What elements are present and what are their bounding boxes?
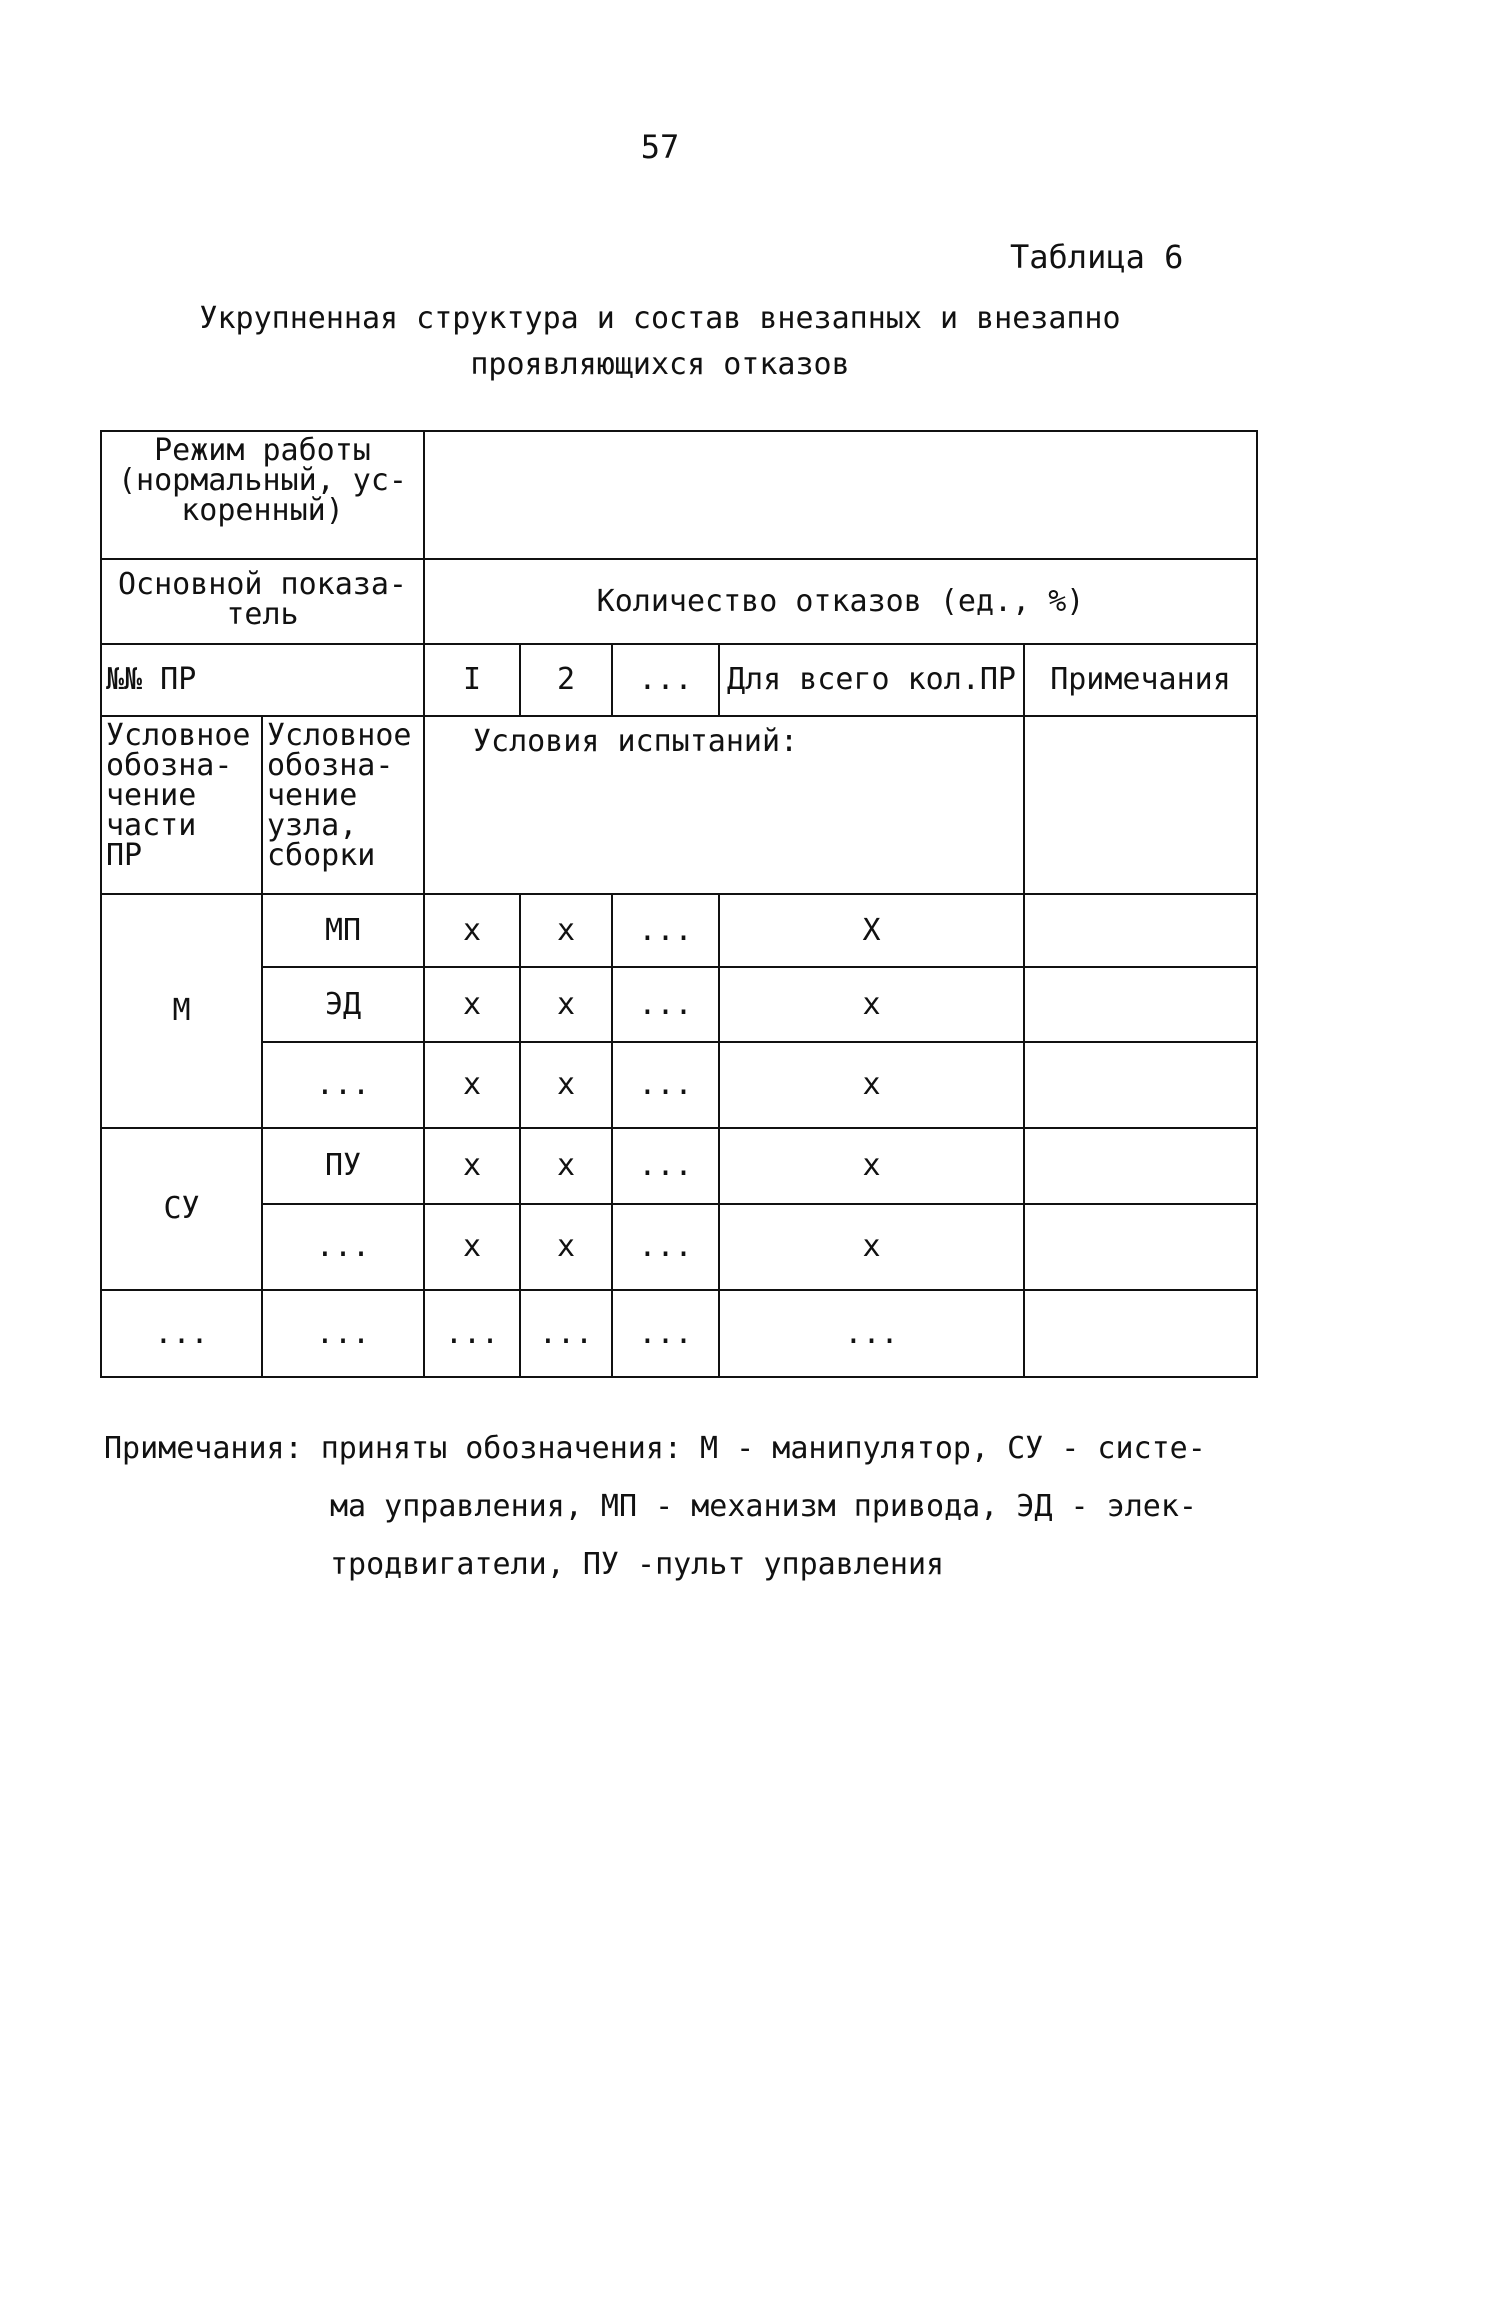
notes-cell (1023, 966, 1258, 1043)
data-cell: ... (611, 1289, 720, 1378)
total-cell: ... (718, 1289, 1025, 1378)
column-total-header: Для всего кол.ПР (718, 643, 1025, 717)
data-cell: ... (611, 1041, 720, 1129)
table-title (150, 296, 1170, 388)
part-cell-su: СУ (100, 1127, 263, 1291)
data-cell: x (519, 1041, 613, 1129)
data-cell: x (423, 1203, 521, 1291)
total-cell: x (718, 1041, 1025, 1129)
data-cell: ... (611, 966, 720, 1043)
notes-line-1: Примечания: приняты обозначения: М - манипулятор, СУ - систе- (104, 1431, 1206, 1466)
mode-value-cell (423, 430, 1258, 560)
total-cell: X (718, 893, 1025, 968)
data-cell: x (519, 893, 613, 968)
column-ellipsis-header: ... (611, 643, 720, 717)
unit-cell: ... (261, 1289, 425, 1378)
data-cell: x (423, 893, 521, 968)
notes-cell (1023, 1289, 1258, 1378)
column-notes-header: Примечания (1023, 643, 1258, 717)
table-title-line-2: проявляющихся отказов (470, 347, 850, 382)
data-cell: x (519, 1127, 613, 1205)
unit-cell: ... (261, 1041, 425, 1129)
part-designation-header: Условное обозна- чение части ПР (100, 715, 263, 895)
total-cell: x (718, 1127, 1025, 1205)
data-cell: x (423, 966, 521, 1043)
data-cell: ... (611, 893, 720, 968)
test-conditions-notes-cell (1023, 715, 1258, 895)
part-cell-m: М (100, 893, 263, 1129)
table-title-line-1: Укрупненная структура и состав внезапных и внезапно (199, 301, 1121, 336)
data-cell: ... (423, 1289, 521, 1378)
pr-numbers-cell: №№ ПР (100, 643, 425, 717)
unit-cell: ... (261, 1203, 425, 1291)
notes-line-2: ма управления, МП - механизм привода, ЭД - элек- (330, 1489, 1197, 1524)
notes-cell (1023, 1041, 1258, 1129)
test-conditions-cell: Условия испытаний: (423, 715, 1025, 895)
data-cell: x (423, 1127, 521, 1205)
notes-block (104, 1420, 1206, 1594)
unit-cell: ЭД (261, 966, 425, 1043)
page-number: 57 (640, 128, 680, 166)
part-cell-ellipsis: ... (100, 1289, 263, 1378)
data-cell: x (519, 1203, 613, 1291)
data-cell: x (423, 1041, 521, 1129)
table-label: Таблица 6 (1010, 238, 1184, 276)
failures-table (100, 430, 1258, 1378)
total-cell: x (718, 1203, 1025, 1291)
notes-cell (1023, 1127, 1258, 1205)
notes-line-3: тродвигатели, ПУ -пульт управления (330, 1547, 945, 1582)
data-cell: ... (519, 1289, 613, 1378)
mode-label-cell: Режим работы (нормальный, ус- коренный) (100, 430, 425, 560)
failures-count-cell: Количество отказов (ед., %) (423, 558, 1258, 645)
data-cell: x (519, 966, 613, 1043)
notes-cell (1023, 893, 1258, 968)
column-2-header: 2 (519, 643, 613, 717)
column-1-header: I (423, 643, 521, 717)
data-cell: ... (611, 1203, 720, 1291)
unit-designation-header: Условное обозна- чение узла, сборки (261, 715, 425, 895)
unit-cell: ПУ (261, 1127, 425, 1205)
notes-cell (1023, 1203, 1258, 1291)
data-cell: ... (611, 1127, 720, 1205)
total-cell: x (718, 966, 1025, 1043)
indicator-label-cell: Основной показа- тель (100, 558, 425, 645)
unit-cell: МП (261, 893, 425, 968)
